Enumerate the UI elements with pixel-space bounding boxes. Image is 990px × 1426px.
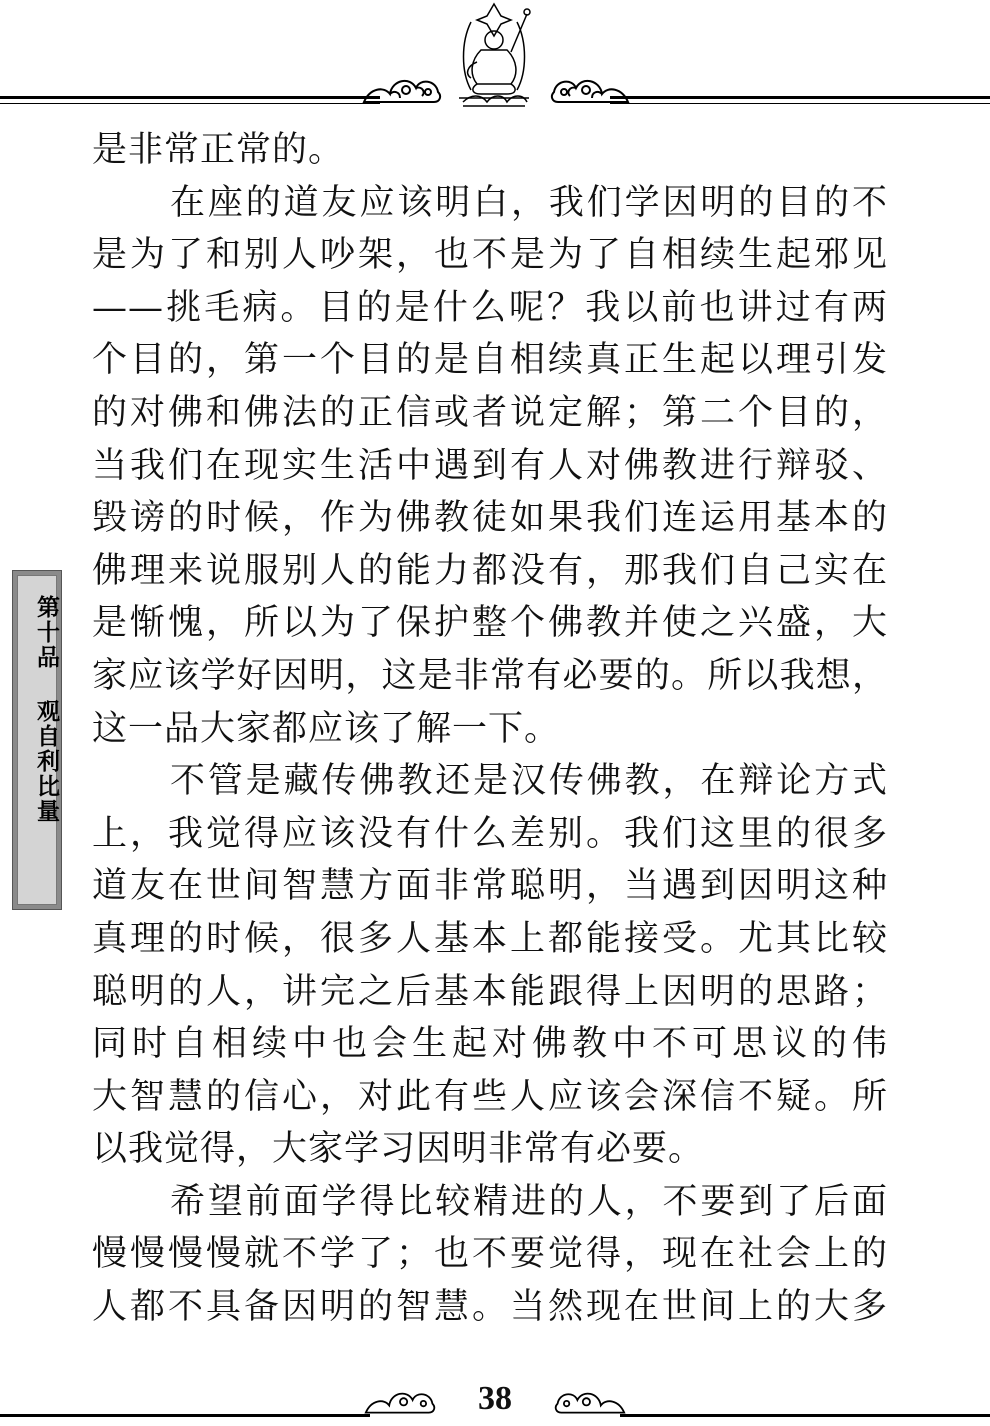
- text-line: 人都不具备因明的智慧。当然现在世间上的大多: [92, 1287, 888, 1328]
- text-line: 在座的道友应该明白，我们学因明的目的不: [170, 182, 888, 223]
- page-number: 38: [478, 1380, 512, 1417]
- text-line: 道友在世间智慧方面非常聪明，当遇到因明这种: [92, 866, 888, 907]
- text-line: 聪明的人，讲完之后基本能跟得上因明的思路；: [92, 971, 888, 1012]
- footer-cloud-left-icon: [360, 1382, 440, 1418]
- text-line: 同时自相续中也会生起对佛教中不可思议的伟: [92, 1024, 888, 1065]
- cloud-ornament-right-icon: [548, 68, 632, 108]
- header-rule-left: [0, 96, 380, 99]
- text-line: ——挑毛病。目的是什么呢？我以前也讲过有两: [92, 287, 888, 328]
- text-line: 上，我觉得应该没有什么差别。我们这里的很多: [92, 813, 888, 854]
- text-line: 当我们在现实生活中遇到有人对佛教进行辩驳、: [92, 445, 888, 486]
- text-line: 慢慢慢慢就不学了；也不要觉得，现在社会上的: [92, 1234, 888, 1275]
- text-line: 以我觉得，大家学习因明非常有必要。: [92, 1129, 705, 1170]
- body-text: [92, 124, 888, 1334]
- deity-illustration-icon: [441, 2, 547, 110]
- chapter-side-tab: [12, 570, 62, 910]
- text-line: 是惭愧，所以为了保护整个佛教并使之兴盛，大: [92, 603, 888, 644]
- text-line: 佛理来说服别人的能力都没有，那我们自己实在: [92, 550, 888, 591]
- text-line: 希望前面学得比较精进的人，不要到了后面: [170, 1181, 888, 1222]
- text-line: 这一品大家都应该了解一下。: [92, 708, 561, 749]
- text-line: 是非常正常的。: [92, 130, 345, 170]
- chapter-side-tab-label: 第十品 观自利比量: [33, 595, 60, 824]
- header-rule-left-thin: [0, 103, 380, 104]
- text-line: 不管是藏传佛教还是汉传佛教，在辩论方式: [170, 761, 888, 802]
- header-rule-right: [610, 96, 990, 99]
- cloud-ornament-left-icon: [360, 68, 444, 108]
- text-line: 毁谤的时候，作为佛教徒如果我们连运用基本的: [92, 498, 888, 539]
- text-line: 的对佛和佛法的正信或者说定解；第二个目的，: [92, 392, 888, 433]
- text-line: 真理的时候，很多人基本上都能接受。尤其比较: [92, 918, 888, 959]
- text-line: 家应该学好因明，这是非常有必要的。所以我想，: [92, 655, 888, 696]
- text-line: 个目的，第一个目的是自相续真正生起以理引发: [92, 340, 888, 381]
- text-line: 是为了和别人吵架，也不是为了自相续生起邪见: [92, 235, 888, 276]
- footer-rule-right: [620, 1414, 990, 1417]
- text-line: 大智慧的信心，对此有些人应该会深信不疑。所: [92, 1076, 888, 1117]
- footer-rule-left: [0, 1414, 370, 1417]
- footer-cloud-right-icon: [550, 1382, 630, 1418]
- page-header-ornament: [0, 0, 990, 120]
- header-rule-right-thin: [610, 103, 990, 104]
